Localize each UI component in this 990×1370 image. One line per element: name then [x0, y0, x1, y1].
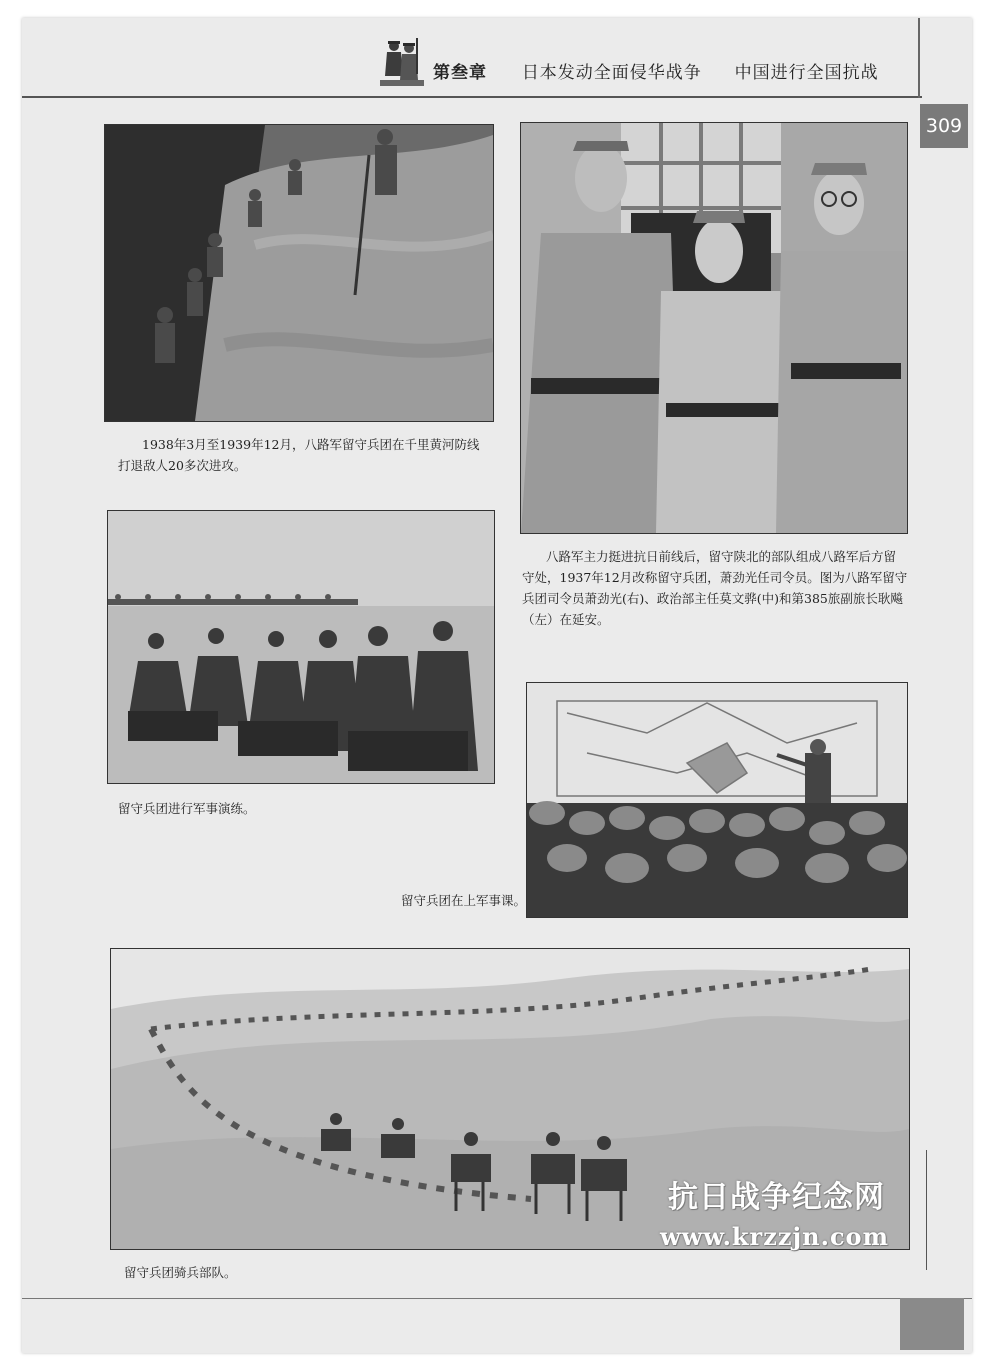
- chapter-title: [433, 58, 879, 83]
- soldiers-icon: [380, 36, 424, 86]
- photo-drill-image: [108, 511, 494, 783]
- photo-military-drill: [107, 510, 495, 784]
- header-rule: [22, 96, 922, 98]
- chapter-title-part2: 中国进行全国抗战: [734, 63, 879, 83]
- photo-yellow-river-image: [105, 125, 493, 421]
- footer-rule: [22, 1298, 972, 1299]
- watermark-url: www.krzzjn.com: [660, 1222, 889, 1251]
- photo-commanders: [520, 122, 908, 534]
- caption-cavalry: 留守兵团骑兵部队。: [124, 1265, 237, 1280]
- header-divider: [918, 18, 920, 98]
- photo-military-lecture: [526, 682, 908, 918]
- photo-lecture-image: [527, 683, 907, 917]
- caption-side-rule: [926, 1150, 927, 1270]
- page-number: 309: [920, 104, 968, 148]
- chapter-title-part1: 日本发动全面侵华战争: [521, 63, 702, 83]
- photo-yellow-river-defense: [104, 124, 494, 422]
- footer-tab: [900, 1298, 964, 1350]
- caption-lecture: 留守兵团在上军事课。: [400, 893, 526, 908]
- caption-drill: 留守兵团进行军事演练。: [118, 801, 256, 816]
- caption-yellow-river: 1938年3月至1939年12月，八路军留守兵团在千里黄河防线打退敌人20多次进攻。: [118, 437, 480, 473]
- photo-commanders-image: [521, 123, 907, 533]
- watermark-site-name: 抗日战争纪念网: [668, 1180, 885, 1215]
- caption-commanders: 八路军主力挺进抗日前线后，留守陕北的部队组成八路军后方留守处，1937年12月改称留守兵团，萧劲光任司令员。图为八路军留守兵团司令员萧劲光(右)、政治部主任莫文骅(中)和第385旅副旅长耿飚（左）在延安。: [522, 549, 908, 627]
- chapter-label: 第叁章: [433, 63, 487, 83]
